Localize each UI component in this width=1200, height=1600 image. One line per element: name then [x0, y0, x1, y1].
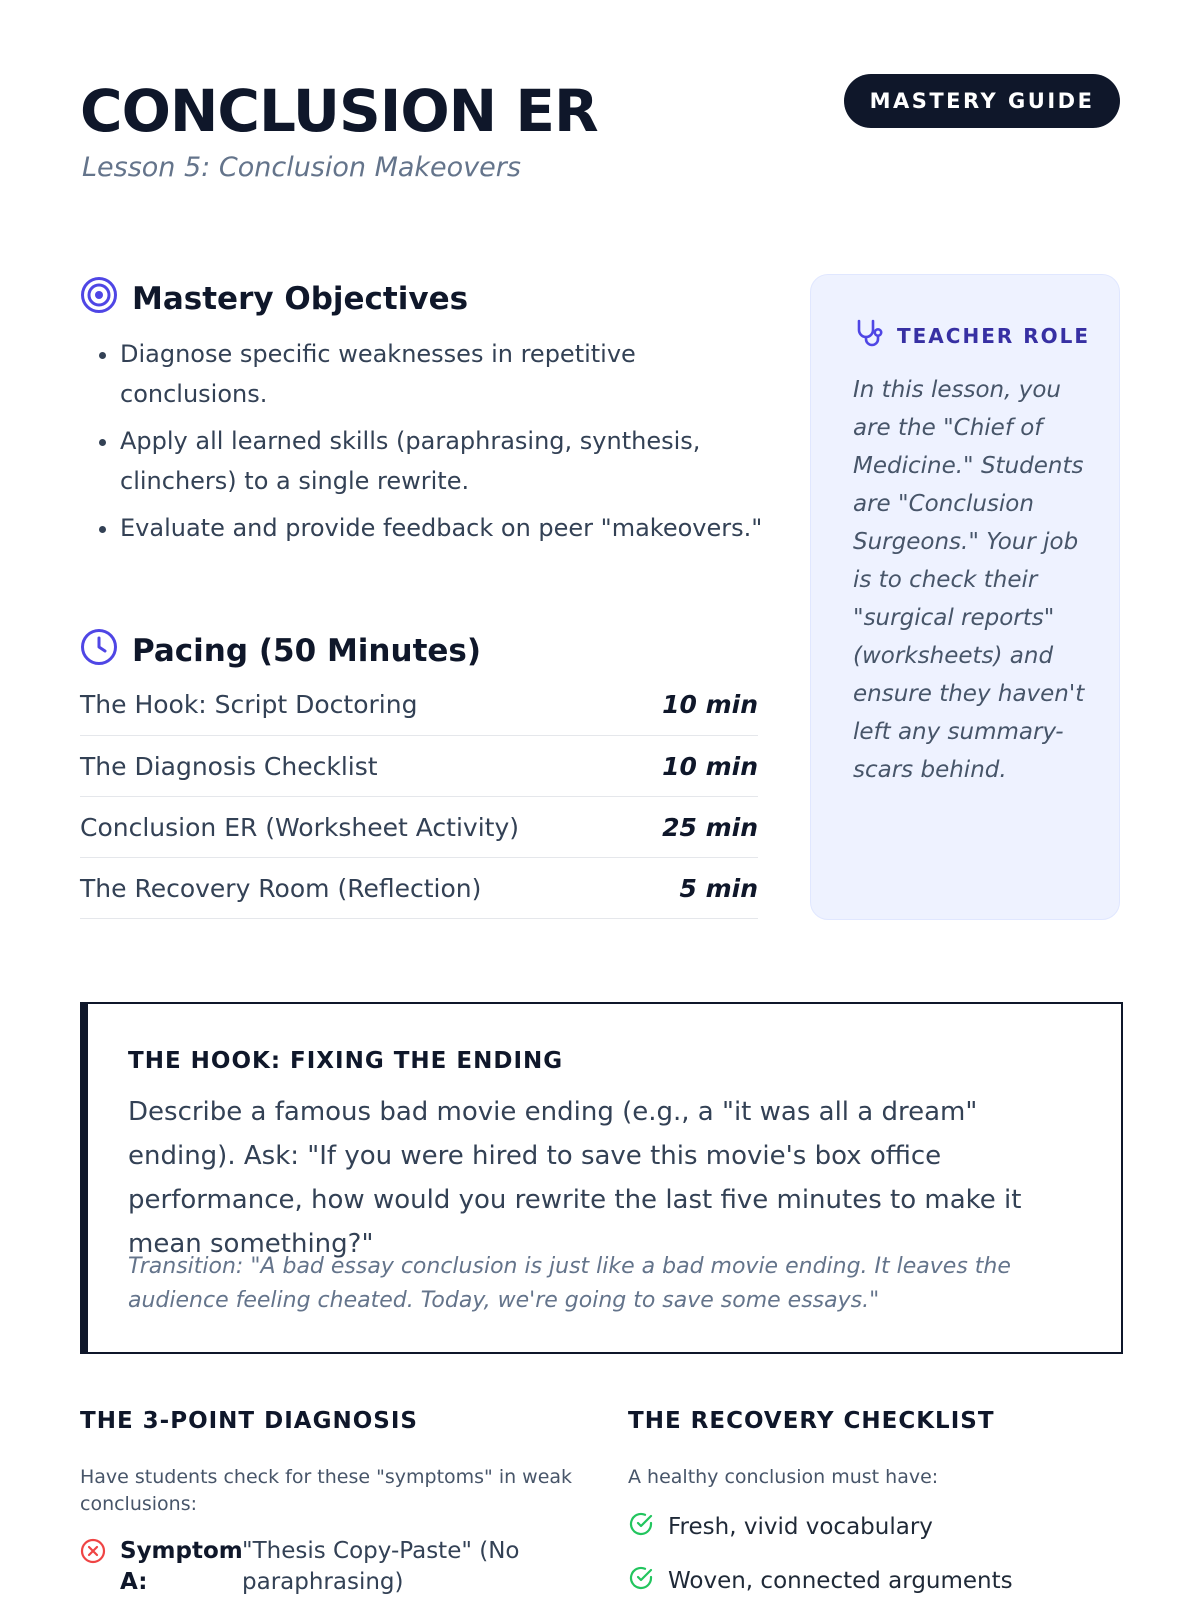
list-item: • Diagnose specific weaknesses in repetitive conclusions.: [120, 334, 770, 414]
pacing-activity: The Diagnosis Checklist: [80, 751, 378, 781]
symptom-label: Symptom A:: [120, 1538, 243, 1595]
hook-title: THE HOOK: FIXING THE ENDING: [128, 1048, 564, 1074]
pacing-duration: 10 min: [662, 690, 758, 719]
pacing-heading-label: Pacing (50 Minutes): [132, 633, 482, 669]
teacher-role-panel: [810, 274, 1120, 920]
diagnosis-section: [80, 1408, 600, 1598]
recovery-section: [628, 1408, 1128, 1597]
pacing-activity: The Recovery Room (Reflection): [80, 873, 482, 903]
diagnosis-title: THE 3-POINT DIAGNOSIS: [80, 1408, 418, 1434]
list-item: [80, 1536, 600, 1598]
list-item: [628, 1565, 1128, 1597]
stethoscope-icon: [853, 317, 885, 354]
pacing-duration: 5 min: [679, 873, 758, 903]
symptom-description: "Thesis Copy-Paste" (No paraphrasing): [242, 1538, 520, 1595]
checklist-item-label: Fresh, vivid vocabulary: [668, 1514, 933, 1540]
check-circle-icon: [628, 1565, 654, 1597]
table-row: [80, 736, 758, 797]
hook-transition: Transition: "A bad essay conclusion is just like a bad movie ending. It leaves the audience feeling cheated. Today, we're going to save some essays.": [128, 1254, 1011, 1313]
diagnosis-intro: Have students check for these "symptoms" in weak conclusions:: [80, 1466, 573, 1515]
x-circle-icon: [80, 1538, 106, 1564]
list-item: • Evaluate and provide feedback on peer "makeovers.": [120, 508, 770, 548]
objectives-heading-label: Mastery Objectives: [132, 281, 469, 317]
pacing-duration: 10 min: [662, 751, 758, 781]
hook-text: Describe a famous bad movie ending (e.g., a "it was all a dream" ending). Ask: "If you were hired to save this movie's box office performance, how would you rewrite the last five minutes to make it mean something?": [128, 1097, 1022, 1259]
checklist-item-label: Woven, connected arguments: [668, 1568, 1013, 1594]
recovery-title: THE RECOVERY CHECKLIST: [628, 1408, 995, 1434]
check-circle-icon: [628, 1511, 654, 1543]
pacing-duration: 25 min: [662, 812, 758, 842]
teacher-role-label: TEACHER ROLE: [897, 323, 1091, 348]
list-item: [628, 1511, 1128, 1543]
hook-callout: [80, 1002, 1123, 1354]
pacing-heading: [80, 628, 481, 674]
recovery-intro: A healthy conclusion must have:: [628, 1466, 939, 1488]
teacher-role-text: In this lesson, you are the "Chief of Medicine." Students are "Conclusion Surgeons." Your job is to check their "surgical reports" (worksheets) and ensure they haven't left any summary-scars behind.: [853, 377, 1085, 783]
pacing-activity: The Hook: Script Doctoring: [80, 690, 418, 719]
pacing-table: [80, 690, 758, 919]
clock-icon: [80, 628, 118, 674]
objectives-list: [92, 334, 770, 555]
page-subtitle: Lesson 5: Conclusion Makeovers: [82, 152, 521, 183]
list-item: • Apply all learned skills (paraphrasing, synthesis, clinchers) to a single rewrite.: [120, 421, 770, 501]
mastery-guide-badge: MASTERY GUIDE: [844, 74, 1120, 128]
table-row: [80, 797, 758, 858]
page-title: CONCLUSION ER: [80, 77, 598, 145]
pacing-activity: Conclusion ER (Worksheet Activity): [80, 812, 519, 842]
objectives-heading: [80, 276, 468, 322]
target-icon: [80, 276, 118, 322]
table-row: [80, 858, 758, 919]
teacher-role-heading: [853, 317, 1090, 354]
table-row: [80, 690, 758, 736]
